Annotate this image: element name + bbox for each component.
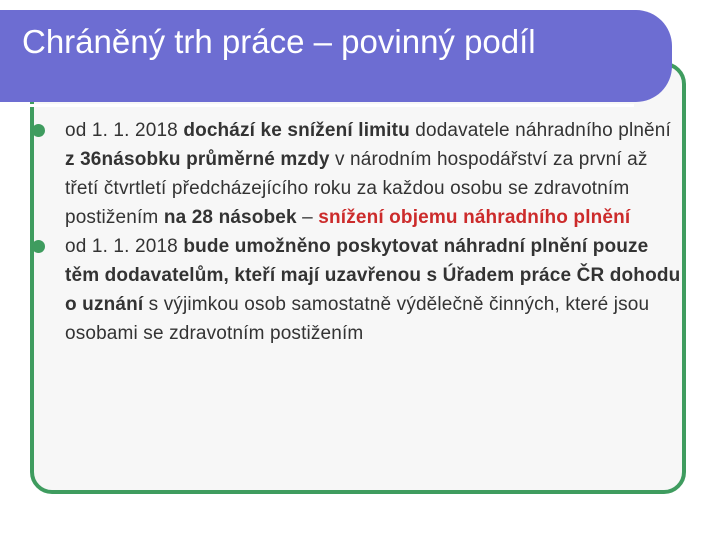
title-bar — [0, 10, 672, 102]
bullet-text-segment-red: snížení objemu náhradního plnění — [318, 207, 631, 228]
bullet-text-segment: s výjimkou osob samostatně výdělečně činných, které jsou osobami se zdravotním postižením — [65, 294, 650, 344]
bullet-text — [65, 232, 682, 348]
slide-title: Chráněný trh práce – povinný podíl — [22, 23, 536, 60]
bullet-text-segment: od 1. 1. 2018 — [65, 120, 184, 141]
bullet-text-segment: dodavatele náhradního plnění — [409, 120, 671, 141]
bullet-text-segment: od 1. 1. 2018 — [65, 236, 184, 257]
bullet-text-segment-bold: bude umožněno poskytovat náhradní plnění pouze těm dodavatelům, kteří mají uzavřenou s Úřadem práce ČR dohodu o uznání — [65, 236, 681, 315]
bullet-text-segment-bold: dochází ke snížení limitu — [183, 120, 410, 141]
bullet-text-segment: – — [296, 207, 319, 228]
bullet-text — [65, 116, 682, 232]
bullet-text-segment-bold: z 36násobku průměrné mzdy — [65, 149, 330, 170]
title-underline — [22, 104, 634, 107]
bullet-text-segment: v národním hospodářství za první až třetí čtvrtletí předcházejícího roku za každou osobu se zdravotním postižením — [65, 149, 648, 228]
bullet-item — [32, 232, 682, 348]
bullet-dot-icon — [32, 240, 45, 253]
bullet-list — [32, 116, 682, 348]
bullet-dot-icon — [32, 124, 45, 137]
bullet-text-segment-bold: na 28 násobek — [163, 207, 297, 228]
bullet-item — [32, 116, 682, 232]
